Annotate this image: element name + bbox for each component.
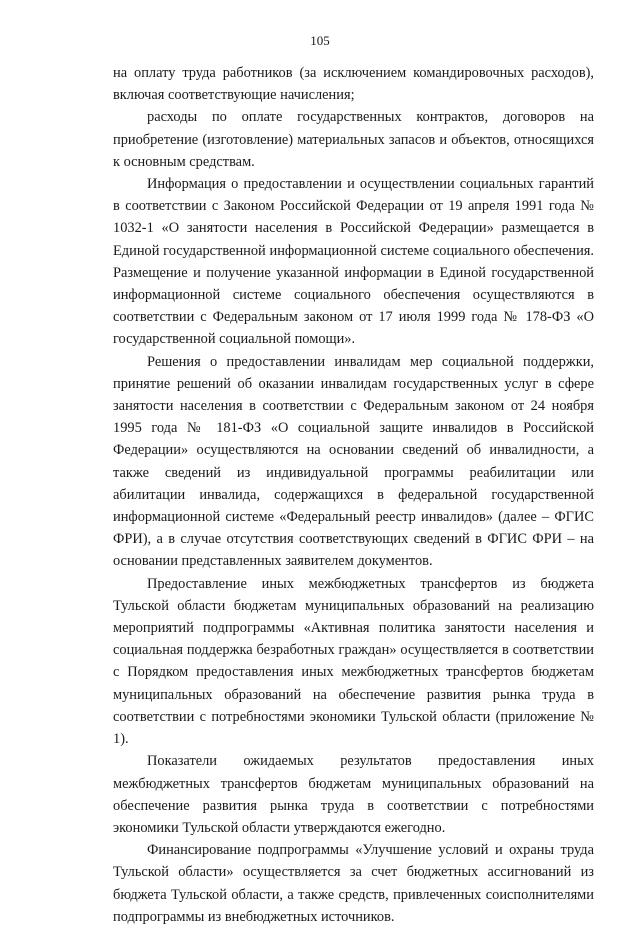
- paragraph: Показатели ожидаемых результатов предоставления иных межбюджетных трансфертов бюджетам муниципальных образований на обеспечение развития рынка труда в соответствии с потребностями экономики Тульской области утверждаются ежегодно.: [113, 753, 594, 836]
- page-number: 105: [310, 33, 330, 48]
- paragraph: Информация о предоставлении и осуществлении социальных гарантий в соответствии с Законом Российской Федерации от 19 апреля 1991 года № 1032-1 «О занятости населения в Российской Федерации» размещается в Единой государственной информационной системе социального обеспечения. Размещение и получение указанной информации в Единой государственной информационной системе социального обеспечения осуществляются в соответствии с Федеральным законом от 17 июля 1999 года № 178-ФЗ «О государственной социальной помощи».: [113, 176, 594, 348]
- paragraph-continuation: на оплату труда работников (за исключением командировочных расходов), включая соответствующие начисления;: [113, 65, 594, 104]
- document-body: [113, 62, 594, 928]
- paragraph: Финансирование подпрограммы «Улучшение условий и охраны труда Тульской области» осуществляется за счет бюджетных ассигнований из бюджета Тульской области, а также средств, привлеченных соисполнителями подпрограммы из внебюджетных источников.: [113, 842, 594, 925]
- paragraph: расходы по оплате государственных контрактов, договоров на приобретение (изготовление) материальных запасов и объектов, относящихся к основным средствам.: [113, 109, 594, 170]
- paragraph: Предоставление иных межбюджетных трансфертов из бюджета Тульской области бюджетам муниципальных образований на реализацию мероприятий подпрограммы «Активная политика занятости населения и социальная поддержка безработных граждан» осуществляется в соответствии с Порядком предоставления иных межбюджетных трансфертов бюджетам муниципальных образований на обеспечение развития рынка труда в соответствии с потребностями экономики Тульской области (приложение № 1).: [113, 575, 594, 748]
- paragraph: Решения о предоставлении инвалидам мер социальной поддержки, принятие решений об оказании инвалидам государственных услуг в сфере занятости населения в соответствии с Федеральным законом от 24 ноября 1995 года № 181-ФЗ «О социальной защите инвалидов в Российской Федерации» осуществляются на основании сведений об инвалидности, а также сведений из индивидуальной программы реабилитации или абилитации инвалида, содержащихся в федеральной государственной информационной системе «Федеральный реестр инвалидов» (далее – ФГИС ФРИ), а в случае отсутствия соответствующих сведений в ФГИС ФРИ – на основании представленных заявителем документов.: [113, 353, 594, 570]
